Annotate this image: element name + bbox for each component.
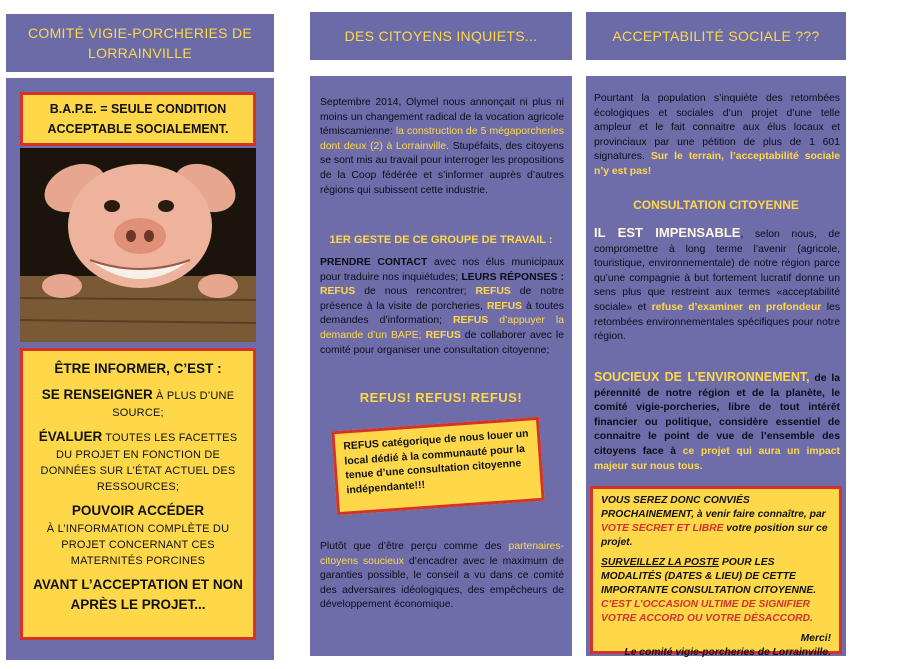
column-left bbox=[6, 0, 274, 72]
header-citoyens: DES CITOYENS INQUIETS... bbox=[310, 12, 572, 60]
vote-box-p1: VOUS SEREZ DONC CONVIÉS PROCHAINEMENT, à venir faire connaître, par VOTE SECRET ET LIBRE votre position sur ce projet. bbox=[601, 495, 828, 548]
vote-box-p2: SURVEILLEZ LA POSTE POUR LES MODALITÉS (DATES & LIEU) DE CETTE IMPORTANTE CONSULTATION CITOYENNE. C’EST L’OCCASION ULTIME DE SIGNIFIER VOTRE ACCORD OU VOTRE DÉSACCORD. bbox=[601, 557, 817, 624]
info-item-3: POUVOIR ACCÉDER À L’INFORMATION COMPLÈTE DU PROJET CONCERNANT CES MATERNITÉS PORCINES bbox=[46, 503, 230, 567]
consultation-heading: CONSULTATION CITOYENNE bbox=[633, 198, 799, 212]
paragraph-soucieux: SOUCIEUX DE L’ENVIRONNEMENT, de la pérennité de notre région et de la planète, le comité vigie-porcheries, libre de tout intérêt financier ou politique, considère essentiel de connaitre le point de vue de l’ensemble des citoyens face à ce projet qui aura un impact majeur sur nous tous. bbox=[594, 370, 840, 472]
column-right bbox=[586, 0, 846, 658]
info-title: ÊTRE INFORMER, C’EST : bbox=[54, 361, 222, 376]
geste-heading: 1ER GESTE DE CE GROUPE DE TRAVAIL : bbox=[329, 234, 553, 246]
paragraph-contact: PRENDRE CONTACT avec nos élus municipaux pour traduire nos inquiétudes; LEURS RÉPONSES : REFUS de nous rencontrer; REFUS de notre présence à la visite de porcheries, REFUS à toutes demandes d’information; REFUS d’appuyer la demande d’un BAPE; REFUS de collaborer avec le comité pour organiser une consultation citoyenne; bbox=[320, 257, 565, 356]
header-acceptabilite: ACCEPTABILITÉ SOCIALE ??? bbox=[586, 12, 846, 60]
header-comite: COMITÉ VIGIE-PORCHERIES DE LORRAINVILLE bbox=[6, 14, 274, 72]
vote-box bbox=[590, 486, 842, 658]
merci-text: Merci! bbox=[800, 633, 831, 644]
info-item-4: AVANT L’ACCEPTATION ET NON APRÈS LE PROJET... bbox=[33, 577, 243, 612]
info-item-1: SE RENSEIGNER À PLUS D’UNE SOURCE; bbox=[41, 387, 235, 419]
paragraph-plutot: Plutôt que d’être perçu comme des partenaires-citoyens soucieux d’encadrer avec le maximum de garanties possible, le conseil a vu dans ce comité des adversaires idéologiques, des empêcheurs de développement économique. bbox=[320, 541, 565, 611]
pig-photo bbox=[20, 148, 256, 342]
signature-text: Le comité vigie-porcheries de Lorrainville. bbox=[624, 647, 831, 658]
paragraph-pourtant: Pourtant la population s’inquiète des retombées écologiques et sociales d’un projet d’une telle ampleur et le fait connaitre aux élus locaux et provinciaux par une pétition de plus de 1 601 signatures. Sur le terrain, l’acceptabilité sociale n’y est pas! bbox=[594, 93, 840, 177]
info-item-2: ÉVALUER TOUTES LES FACETTES DU PROJET EN FONCTION DE DONNÉES SUR L’ÉTAT ACTUEL DES RESSOURCES; bbox=[38, 429, 238, 493]
paragraph-septembre: Septembre 2014, Olymel nous annonçait ni plus ni moins un changement radical de la vocation agricole témiscamienne: la construction de 5 mégaporcheries dont deux (2) à Lorrainville. Stupéfaits, des citoyens se sont mis au travail pour interroger les propositions de la Coop fédérée et s’informer auprès d’autres régions qui subissent cette industrie. bbox=[320, 97, 565, 196]
refus-triple: REFUS! REFUS! REFUS! bbox=[359, 390, 523, 405]
bape-box: B.A.P.E. = SEULE CONDITION ACCEPTABLE SOCIALEMENT. bbox=[20, 92, 256, 146]
pig-illustration bbox=[20, 148, 256, 342]
column-middle bbox=[310, 0, 572, 611]
refus-box: REFUS catégorique de nous louer un local dédié à la communauté pour la tenue d’une consultation citoyenne indépendante!!! bbox=[331, 417, 544, 515]
info-box bbox=[20, 348, 256, 640]
paragraph-impensable: IL EST IMPENSABLE, selon nous, de compromettre à long terme l’avenir (agricole, touristique, environnementale) de notre région parce qu’une compagnie à but fortement lucratif donne un sens plus que restreint aux termes «acceptabilité sociale» et refuse d’examiner en profondeur les retombées environnementales spécifiques pour notre région. bbox=[594, 225, 841, 343]
